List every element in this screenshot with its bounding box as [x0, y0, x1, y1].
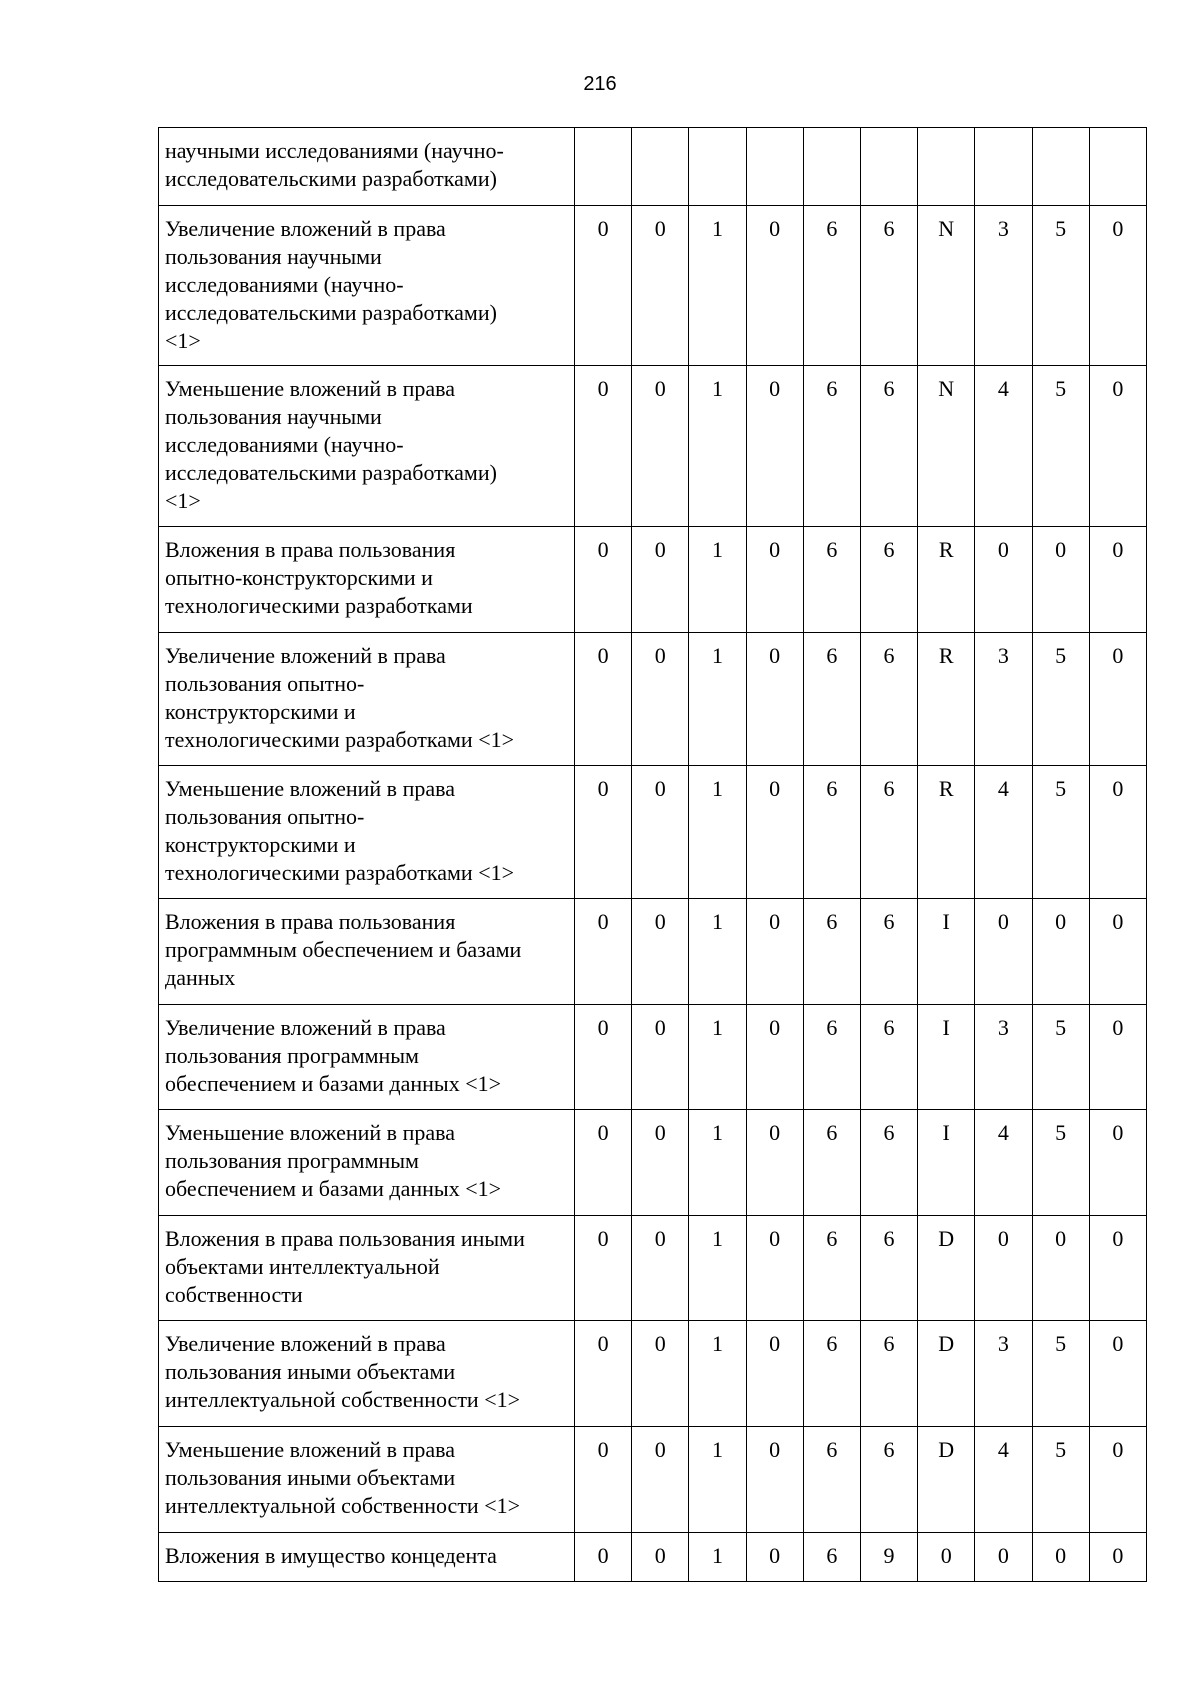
code-digit-10: 0: [1089, 1110, 1146, 1216]
code-digit-2: 0: [632, 1427, 689, 1533]
code-digit-10: 0: [1089, 1427, 1146, 1533]
table-row: [159, 1110, 1147, 1216]
code-digit-3: 1: [689, 206, 746, 366]
code-digit-4: 0: [746, 206, 803, 366]
code-digit-7: N: [918, 206, 975, 366]
code-digit-10: 0: [1089, 1321, 1146, 1427]
code-digit-7: R: [918, 633, 975, 766]
code-digit-1: 0: [575, 899, 632, 1005]
code-digit-3: 1: [689, 1321, 746, 1427]
code-digit-2: 0: [632, 366, 689, 527]
code-digit-3: 1: [689, 527, 746, 633]
table-body: [159, 128, 1147, 1582]
table-row: [159, 1427, 1147, 1533]
code-digit-5: 6: [803, 527, 860, 633]
code-digit-9: 0: [1032, 1216, 1089, 1321]
code-digit-6: 6: [860, 1321, 917, 1427]
code-digit-3: 1: [689, 899, 746, 1005]
code-digit-6: 6: [860, 899, 917, 1005]
code-digit-4: 0: [746, 1533, 803, 1582]
code-digit-3: 1: [689, 366, 746, 527]
code-digit-9: 5: [1032, 1321, 1089, 1427]
row-description: Уменьшение вложений в права пользования иными объектами интеллектуальной собственности <1>: [159, 1427, 575, 1533]
code-digit-3: 1: [689, 766, 746, 899]
code-digit-10: 0: [1089, 366, 1146, 527]
code-digit-9: 0: [1032, 1533, 1089, 1582]
row-description: Вложения в права пользования опытно-конструкторскими и технологическими разработками: [159, 527, 575, 633]
page-number: 216: [583, 73, 617, 95]
code-digit-6: 6: [860, 766, 917, 899]
code-digit-8: 4: [975, 766, 1032, 899]
code-digit-8: [975, 128, 1032, 206]
code-digit-10: 0: [1089, 1533, 1146, 1582]
code-digit-8: 0: [975, 1533, 1032, 1582]
code-digit-1: 0: [575, 1533, 632, 1582]
code-digit-8: 0: [975, 1216, 1032, 1321]
code-digit-9: 5: [1032, 206, 1089, 366]
code-digit-8: 3: [975, 206, 1032, 366]
row-description: Вложения в права пользования иными объектами интеллектуальной собственности: [159, 1216, 575, 1321]
code-digit-7: [918, 128, 975, 206]
account-codes-table: [158, 127, 1147, 1582]
row-description: научными исследованиями (научно- исследовательскими разработками): [159, 128, 575, 206]
code-digit-5: 6: [803, 766, 860, 899]
row-description: Уменьшение вложений в права пользования научными исследованиями (научно- исследовательскими разработками) <1>: [159, 366, 575, 527]
code-digit-5: 6: [803, 633, 860, 766]
code-digit-4: 0: [746, 1427, 803, 1533]
code-digit-3: [689, 128, 746, 206]
row-description: Увеличение вложений в права пользования научными исследованиями (научно- исследовательскими разработками) <1>: [159, 206, 575, 366]
code-digit-2: [632, 128, 689, 206]
code-digit-5: [803, 128, 860, 206]
code-digit-5: 6: [803, 366, 860, 527]
code-digit-8: 4: [975, 366, 1032, 527]
row-description: Увеличение вложений в права пользования иными объектами интеллектуальной собственности <1>: [159, 1321, 575, 1427]
code-digit-2: 0: [632, 899, 689, 1005]
code-digit-4: 0: [746, 1110, 803, 1216]
table-row: [159, 633, 1147, 766]
code-digit-6: 6: [860, 527, 917, 633]
code-digit-1: 0: [575, 633, 632, 766]
code-digit-6: 6: [860, 633, 917, 766]
code-digit-9: 5: [1032, 1005, 1089, 1110]
code-digit-2: 0: [632, 766, 689, 899]
code-digit-4: [746, 128, 803, 206]
code-digit-7: R: [918, 766, 975, 899]
table-row: [159, 766, 1147, 899]
row-description: Увеличение вложений в права пользования программным обеспечением и базами данных <1>: [159, 1005, 575, 1110]
code-digit-1: 0: [575, 527, 632, 633]
code-digit-8: 0: [975, 899, 1032, 1005]
code-digit-2: 0: [632, 527, 689, 633]
code-digit-5: 6: [803, 1427, 860, 1533]
code-digit-10: 0: [1089, 633, 1146, 766]
code-digit-6: [860, 128, 917, 206]
code-digit-6: 6: [860, 1005, 917, 1110]
code-digit-10: 0: [1089, 206, 1146, 366]
code-digit-8: 4: [975, 1110, 1032, 1216]
code-digit-7: N: [918, 366, 975, 527]
code-digit-9: 5: [1032, 366, 1089, 527]
code-digit-7: D: [918, 1216, 975, 1321]
table-row: [159, 1321, 1147, 1427]
code-digit-8: 3: [975, 1005, 1032, 1110]
code-digit-5: 6: [803, 1005, 860, 1110]
row-description: Вложения в имущество концедента: [159, 1533, 575, 1582]
code-digit-9: 0: [1032, 527, 1089, 633]
code-digit-1: 0: [575, 1321, 632, 1427]
code-digit-9: 5: [1032, 766, 1089, 899]
table-row: [159, 1216, 1147, 1321]
code-digit-5: 6: [803, 1321, 860, 1427]
code-digit-8: 4: [975, 1427, 1032, 1533]
code-digit-3: 1: [689, 1216, 746, 1321]
code-digit-6: 9: [860, 1533, 917, 1582]
code-digit-2: 0: [632, 1216, 689, 1321]
code-digit-3: 1: [689, 633, 746, 766]
table-row: [159, 527, 1147, 633]
code-digit-5: 6: [803, 1110, 860, 1216]
table-row: [159, 1533, 1147, 1582]
code-digit-1: 0: [575, 366, 632, 527]
code-digit-4: 0: [746, 1005, 803, 1110]
code-digit-2: 0: [632, 1005, 689, 1110]
code-digit-10: 0: [1089, 1005, 1146, 1110]
code-digit-4: 0: [746, 633, 803, 766]
code-digit-7: D: [918, 1321, 975, 1427]
code-digit-6: 6: [860, 1216, 917, 1321]
code-digit-2: 0: [632, 1533, 689, 1582]
code-digit-7: 0: [918, 1533, 975, 1582]
code-digit-9: 5: [1032, 1427, 1089, 1533]
code-digit-4: 0: [746, 1321, 803, 1427]
code-digit-4: 0: [746, 766, 803, 899]
code-digit-4: 0: [746, 1216, 803, 1321]
code-digit-7: I: [918, 1005, 975, 1110]
code-digit-4: 0: [746, 899, 803, 1005]
code-digit-9: 0: [1032, 899, 1089, 1005]
code-digit-10: 0: [1089, 1216, 1146, 1321]
code-digit-5: 6: [803, 1533, 860, 1582]
code-digit-8: 3: [975, 633, 1032, 766]
code-digit-9: 5: [1032, 633, 1089, 766]
table-row: [159, 206, 1147, 366]
table-row: [159, 1005, 1147, 1110]
code-digit-1: 0: [575, 1427, 632, 1533]
code-digit-1: 0: [575, 766, 632, 899]
code-digit-6: 6: [860, 1427, 917, 1533]
code-digit-7: I: [918, 1110, 975, 1216]
table-row: [159, 366, 1147, 527]
code-digit-10: 0: [1089, 766, 1146, 899]
code-digit-5: 6: [803, 206, 860, 366]
code-digit-3: 1: [689, 1427, 746, 1533]
code-digit-3: 1: [689, 1533, 746, 1582]
code-digit-10: [1089, 128, 1146, 206]
code-digit-9: [1032, 128, 1089, 206]
row-description: Уменьшение вложений в права пользования опытно- конструкторскими и технологическими разработками <1>: [159, 766, 575, 899]
code-digit-3: 1: [689, 1110, 746, 1216]
code-digit-8: 0: [975, 527, 1032, 633]
code-digit-2: 0: [632, 633, 689, 766]
code-digit-4: 0: [746, 366, 803, 527]
code-digit-2: 0: [632, 1321, 689, 1427]
row-description: Увеличение вложений в права пользования опытно- конструкторскими и технологическими разработками <1>: [159, 633, 575, 766]
code-digit-6: 6: [860, 206, 917, 366]
code-digit-10: 0: [1089, 899, 1146, 1005]
code-digit-1: 0: [575, 1110, 632, 1216]
code-digit-8: 3: [975, 1321, 1032, 1427]
code-digit-10: 0: [1089, 527, 1146, 633]
code-digit-5: 6: [803, 899, 860, 1005]
code-digit-9: 5: [1032, 1110, 1089, 1216]
code-digit-2: 0: [632, 1110, 689, 1216]
code-digit-7: I: [918, 899, 975, 1005]
code-digit-7: D: [918, 1427, 975, 1533]
code-digit-4: 0: [746, 527, 803, 633]
code-digit-1: 0: [575, 1216, 632, 1321]
code-digit-6: 6: [860, 1110, 917, 1216]
row-description: Уменьшение вложений в права пользования программным обеспечением и базами данных <1>: [159, 1110, 575, 1216]
row-description: Вложения в права пользования программным обеспечением и базами данных: [159, 899, 575, 1005]
code-digit-2: 0: [632, 206, 689, 366]
code-digit-1: [575, 128, 632, 206]
table-row: [159, 128, 1147, 206]
code-digit-7: R: [918, 527, 975, 633]
table-row: [159, 899, 1147, 1005]
code-digit-6: 6: [860, 366, 917, 527]
code-digit-5: 6: [803, 1216, 860, 1321]
code-digit-1: 0: [575, 1005, 632, 1110]
code-digit-1: 0: [575, 206, 632, 366]
code-digit-3: 1: [689, 1005, 746, 1110]
